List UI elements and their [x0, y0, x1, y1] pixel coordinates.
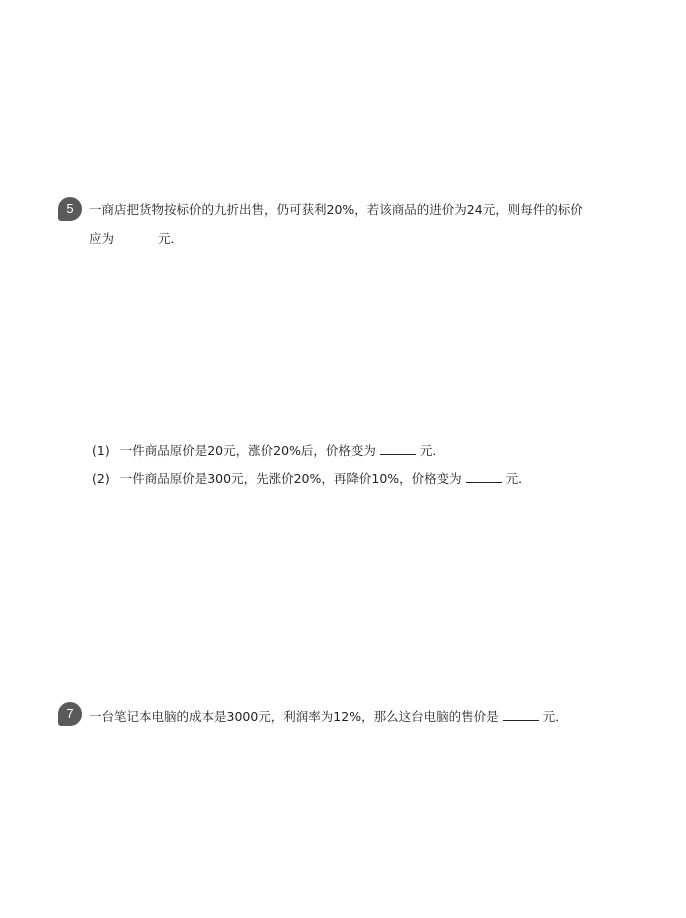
sub-question-text-after-blank: 元． [419, 443, 445, 458]
question-number-badge: 7 [58, 702, 82, 726]
question-5-text-before-blank: 应为 [89, 231, 115, 246]
sub-question-text-before-blank: 一件商品原价是300元，先涨价20%，再降价10%，价格变为 [119, 471, 462, 486]
sub-question-1 [92, 441, 445, 460]
question-5-line-1 [89, 201, 583, 219]
sub-question-text-after-blank: 元． [505, 471, 531, 486]
question-number-badge: 5 [58, 197, 82, 221]
sub-question-label: (1) [92, 443, 110, 458]
sub-question-2 [92, 469, 531, 488]
answer-blank[interactable] [466, 469, 502, 483]
question-7-line [89, 707, 568, 726]
question-5-line-2 [89, 230, 183, 248]
question-5-text: 一商店把货物按标价的九折出售，仍可获利20%，若该商品的进价为24元，则每件的标价 [89, 202, 583, 217]
answer-blank[interactable] [380, 441, 416, 455]
sub-question-text-before-blank: 一件商品原价是20元，涨价20%后，价格变为 [119, 443, 376, 458]
question-7-text-after-blank: 元． [542, 709, 568, 724]
question-5-text-after-blank: 元． [158, 231, 184, 246]
sub-question-label: (2) [92, 471, 110, 486]
answer-blank[interactable] [503, 707, 539, 721]
question-7-text-before-blank: 一台笔记本电脑的成本是3000元，利润率为12%，那么这台电脑的售价是 [89, 709, 499, 724]
